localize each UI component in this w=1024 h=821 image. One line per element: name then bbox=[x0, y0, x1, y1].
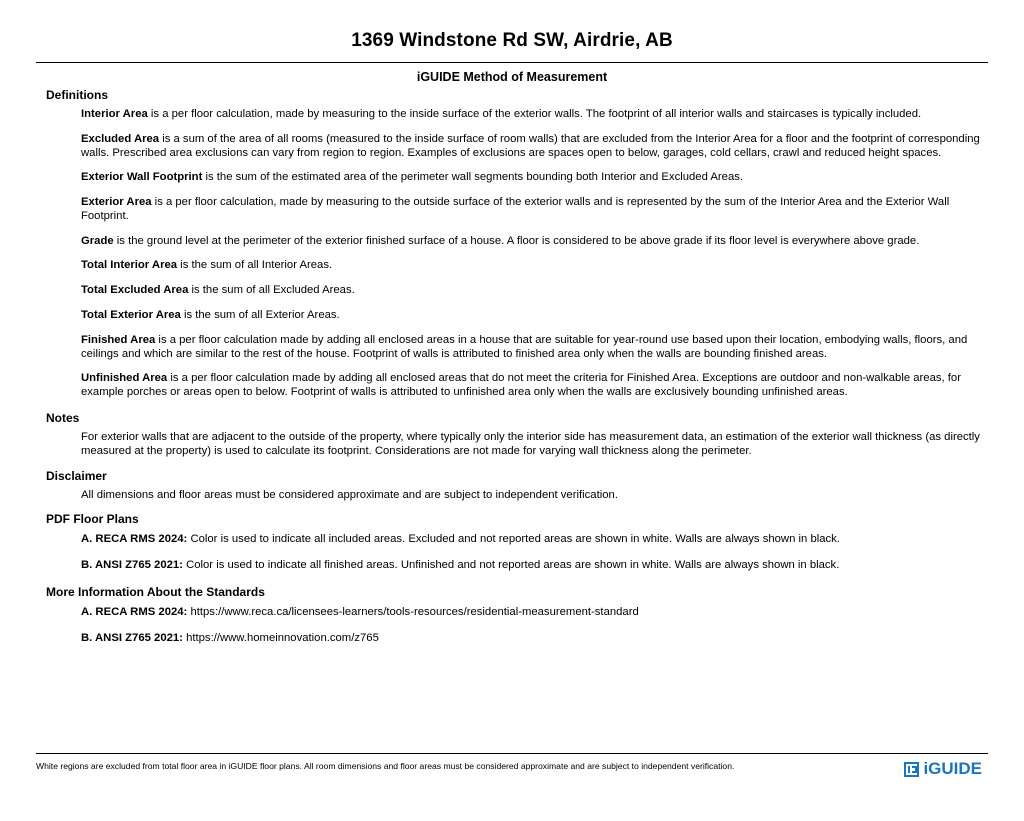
item-link-ansi[interactable]: https://www.homeinnovation.com/z765 bbox=[182, 631, 379, 644]
more-information-item-a bbox=[81, 605, 988, 619]
definition-interior-area bbox=[81, 108, 986, 122]
definition-term: Unfinished Area bbox=[81, 372, 168, 385]
definition-exterior-area bbox=[81, 196, 986, 224]
more-information-item-b bbox=[81, 631, 988, 645]
definition-total-excluded-area bbox=[81, 284, 986, 298]
definition-term: Exterior Wall Footprint bbox=[81, 171, 203, 184]
definition-text: is the ground level at the perimeter of the exterior finished surface of a house. A floor is considered to be above grade if its floor level is everywhere above grade. bbox=[113, 234, 920, 247]
disclaimer-text: All dimensions and floor areas must be considered approximate and are subject to independent verification. bbox=[81, 488, 618, 501]
section-heading-pdf-floor-plans: PDF Floor Plans bbox=[46, 512, 139, 527]
definition-excluded-area bbox=[81, 133, 986, 161]
definition-term: Exterior Area bbox=[81, 196, 152, 209]
item-text: Color is used to indicate all finished areas. Unfinished and not reported areas are shown in white. Walls are always shown in black. bbox=[182, 559, 840, 572]
definition-text: is the sum of all Excluded Areas. bbox=[188, 284, 355, 297]
definition-total-interior-area bbox=[81, 259, 986, 273]
definition-text: is the sum of the estimated area of the perimeter wall segments bounding both Interior and Excluded Areas. bbox=[202, 171, 744, 184]
definition-total-exterior-area bbox=[81, 309, 986, 323]
title-divider bbox=[36, 62, 988, 63]
notes-text: For exterior walls that are adjacent to the outside of the property, where typically only the interior side has measurement data, an estimation of the exterior wall thickness (as directly measured at the property) is used to calculate its footprint. Considerations are not made for varying wall thickness along the perimeter. bbox=[81, 430, 980, 457]
section-heading-definitions: Definitions bbox=[46, 88, 108, 102]
document-subtitle: iGUIDE Method of Measurement bbox=[416, 70, 608, 84]
iguide-logo bbox=[904, 759, 988, 779]
footer-disclaimer-text: White regions are excluded from total floor area in iGUIDE floor plans. All room dimensions and floor areas must be considered approximate and are subject to independent verification. bbox=[36, 761, 735, 771]
definition-text: is the sum of all Interior Areas. bbox=[177, 259, 333, 272]
document-page bbox=[0, 30, 1024, 821]
definition-text: is a sum of the area of all rooms (measured to the inside surface of room walls) that are excluded from the Interior Area for a floor and the footprint of corresponding walls. Prescribed area exclusions can vary from region to region. Examples of exclusions are spaces open to below, garages, cold cellars, crawl and reduced height spaces. bbox=[81, 132, 980, 159]
definition-text: is a per floor calculation made by adding all enclosed areas that do not meet the criteria for Finished Area. Exceptions are outdoor and non-walkable areas, for example porches or areas open to below. Footprint of walls is attributed to unfinished area only when the walls are exclusively bounding unfinished areas. bbox=[81, 372, 961, 399]
pdf-floor-plans-item-b bbox=[81, 558, 988, 572]
definition-term: Total Excluded Area bbox=[81, 284, 189, 297]
definition-term: Total Exterior Area bbox=[81, 309, 181, 322]
iguide-wordmark: iGUIDE bbox=[923, 759, 982, 778]
definition-term: Excluded Area bbox=[81, 132, 160, 145]
definition-exterior-wall-footprint bbox=[81, 171, 986, 185]
section-heading-notes: Notes bbox=[46, 410, 80, 425]
definition-unfinished-area bbox=[81, 372, 986, 400]
definition-term: Total Interior Area bbox=[81, 259, 178, 272]
definition-term: Finished Area bbox=[81, 333, 156, 346]
item-text: Color is used to indicate all included areas. Excluded and not reported areas are shown in white. Walls are always shown in black. bbox=[187, 533, 840, 546]
iguide-mark-icon bbox=[904, 762, 919, 777]
item-label: A. RECA RMS 2024: bbox=[81, 605, 188, 618]
definition-finished-area bbox=[81, 334, 986, 362]
pdf-floor-plans-item-a bbox=[81, 532, 988, 546]
definition-text: is the sum of all Exterior Areas. bbox=[180, 309, 340, 322]
definition-term: Grade bbox=[81, 234, 114, 247]
item-label: A. RECA RMS 2024: bbox=[81, 533, 188, 546]
definition-text: is a per floor calculation, made by measuring to the outside surface of the exterior walls and is represented by the sum of the Interior Area and the Exterior Wall Footprint. bbox=[81, 196, 950, 222]
item-label: B. ANSI Z765 2021: bbox=[81, 631, 183, 644]
item-link-reca[interactable]: https://www.reca.ca/licensees-learners/tools-resources/residential-measurement-standard bbox=[187, 605, 639, 618]
section-heading-more-information: More Information About the Standards bbox=[46, 584, 265, 599]
definition-text: is a per floor calculation made by adding all enclosed areas in a house that are suitable for year-round use based upon their location, embodying walls, floors, and ceilings and which are similar to the rest of the house. Footprint of walls is attributed to finished area only when the walls are bounding finished areas. bbox=[81, 333, 968, 360]
page-footer bbox=[36, 753, 988, 779]
page-title: 1369 Windstone Rd SW, Airdrie, AB bbox=[351, 30, 673, 51]
definition-text: is a per floor calculation, made by measuring to the inside surface of the exterior walls. The footprint of all interior walls and staircases is typically included. bbox=[147, 108, 922, 120]
definition-grade bbox=[81, 235, 986, 249]
section-heading-disclaimer: Disclaimer bbox=[46, 468, 107, 483]
definition-term: Interior Area bbox=[81, 108, 148, 120]
item-label: B. ANSI Z765 2021: bbox=[81, 559, 183, 572]
